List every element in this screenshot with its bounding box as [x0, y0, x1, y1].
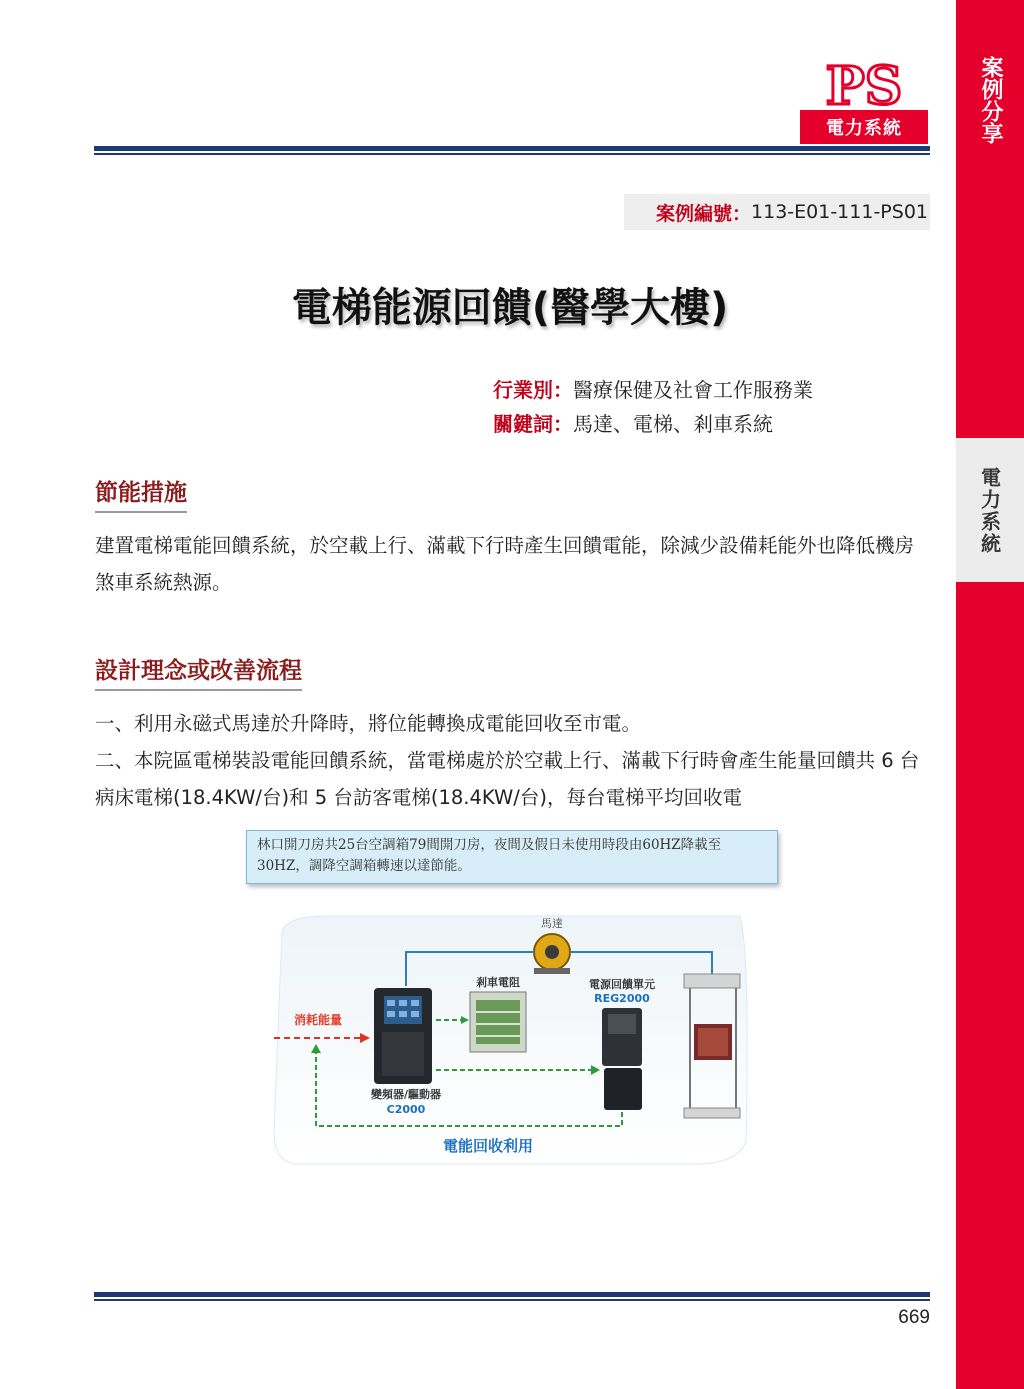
motor-label: 馬達 [541, 917, 563, 930]
regen-unit-icon [602, 1008, 642, 1110]
motor-icon [534, 934, 570, 974]
consumed-energy-label: 消耗能量 [293, 1013, 343, 1027]
case-number-label: 案例編號： [656, 202, 752, 225]
regen-unit-label: 電源回饋單元 [589, 978, 655, 991]
brake-resistor-label: 剎車電阻 [476, 976, 520, 989]
brake-resistor-icon [470, 992, 526, 1052]
section-heading-measures: 節能措施 [95, 474, 187, 513]
section-heading-design: 設計理念或改善流程 [95, 652, 302, 691]
regen-unit-model: REG2000 [594, 992, 650, 1005]
drive-model: C2000 [386, 1103, 426, 1116]
logo-badge: 電力系統 [800, 110, 928, 144]
case-number-box [624, 194, 930, 230]
footer-rule [94, 1292, 930, 1301]
right-sidebar [956, 0, 1024, 1389]
page-title: 電梯能源回饋(醫學大樓) [291, 285, 729, 331]
sidebar-section-label: 案例分享 [978, 56, 1003, 144]
keywords-value: 馬達、電梯、剎車系統 [573, 412, 773, 436]
case-number-value: 113-E01-111-PS01 [751, 201, 928, 223]
drive-icon [374, 988, 432, 1084]
sidebar-tab-power-system[interactable] [956, 438, 1024, 582]
industry-value: 醫療保健及社會工作服務業 [573, 378, 813, 402]
recycle-label: 電能回收利用 [442, 1137, 534, 1155]
measures-body: 建置電梯電能回饋系統，於空載上行、滿載下行時產生回饋電能，除減少設備耗能外也降低機房煞車系統熱源。 [95, 534, 915, 594]
drive-label: 變頻器/驅動器 [370, 1088, 442, 1101]
keywords-label: 關鍵詞： [493, 412, 573, 436]
sidebar-tab-label: 電力系統 [977, 467, 1002, 555]
design-line-2: 二、本院區電梯裝設電能回饋系統，當電梯處於於空載上行、滿載下行時會產生能量回饋共 6 台病床電梯(18.4KW/台)和 5 台訪客電梯(18.4KW/台)，每台電梯平均回收電 [95, 749, 920, 809]
design-line-1: 一、利用永磁式馬達於升降時，將位能轉換成電能回收至市電。 [95, 712, 642, 735]
energy-regeneration-diagram [266, 912, 750, 1166]
note-box: 林口開刀房共25台空調箱79間開刀房，夜間及假日未使用時段由60HZ降載至30HZ，調降空調箱轉速以達節能。 [246, 830, 778, 884]
industry-label: 行業別： [493, 378, 573, 402]
header-rule [94, 146, 930, 155]
ps-logo [812, 60, 916, 110]
keywords-line [493, 408, 773, 437]
page-number: 669 [898, 1307, 930, 1328]
ps-logo-letters: PS [825, 60, 903, 110]
industry-line [493, 374, 813, 403]
